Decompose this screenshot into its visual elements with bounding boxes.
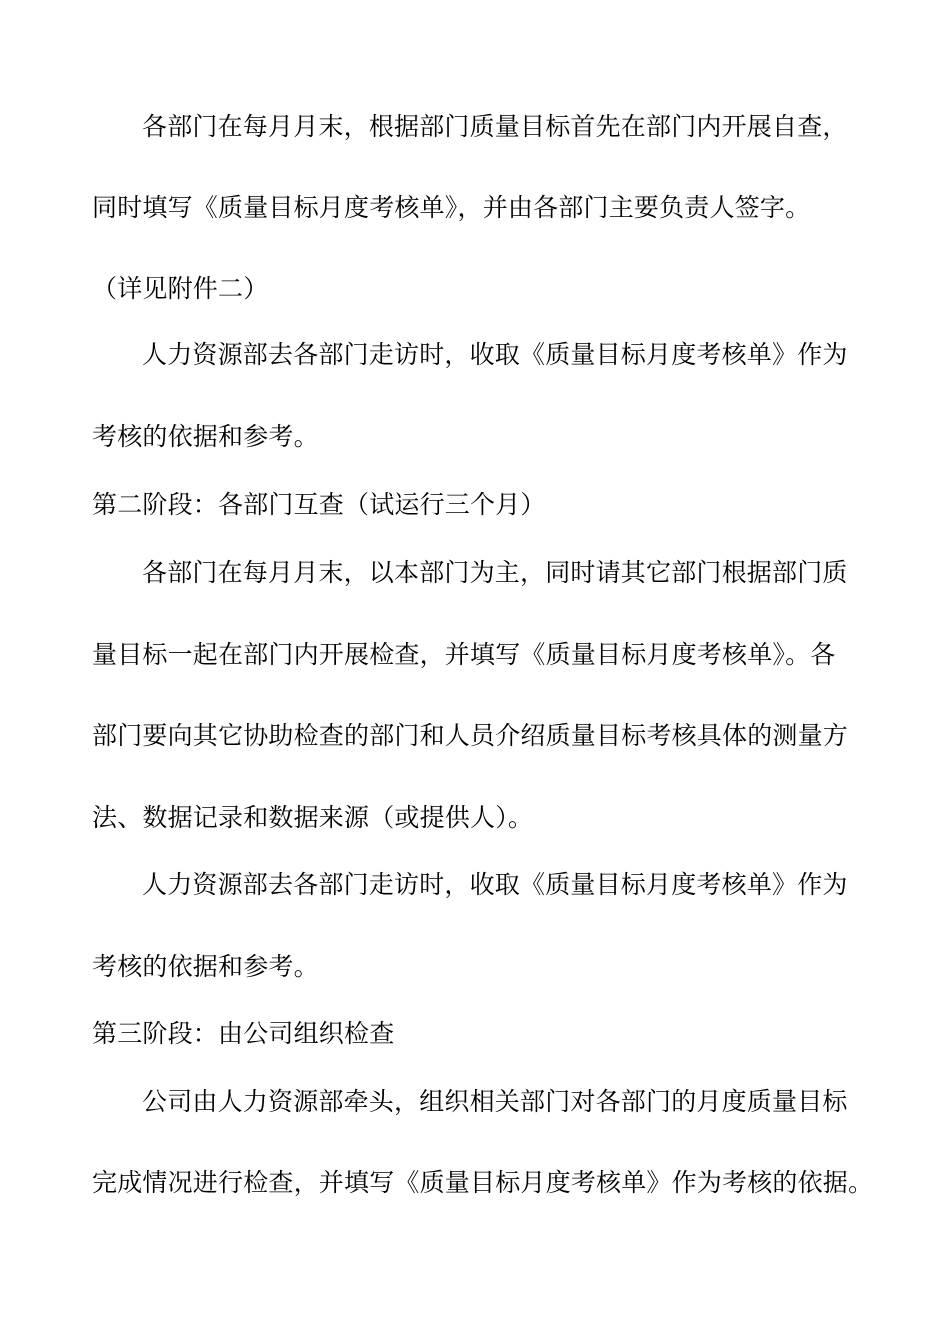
- paragraph-line: （详见附件二）: [92, 274, 269, 303]
- paragraph-line: 部门要向其它协助检查的部门和人员介绍质量目标考核具体的测量方: [92, 721, 849, 750]
- paragraph-line: 人力资源部去各部门走访时，收取《质量目标月度考核单》作为: [142, 340, 848, 369]
- paragraph-line: 完成情况进行检查，并填写《质量目标月度考核单》作为考核的依据。: [92, 1168, 874, 1197]
- paragraph-line: 法、数据记录和数据来源（或提供人）。: [92, 803, 534, 832]
- section-heading: 第三阶段：由公司组织检查: [92, 1019, 395, 1048]
- section-heading: 第二阶段：各部门互查（试运行三个月）: [92, 490, 546, 519]
- paragraph-line: 同时填写《质量目标月度考核单》，并由各部门主要负责人签字。: [92, 193, 811, 222]
- paragraph-line: 各部门在每月月末，以本部门为主，同时请其它部门根据部门质: [142, 558, 848, 587]
- paragraph-line: 公司由人力资源部牵头，组织相关部门对各部门的月度质量目标: [142, 1087, 848, 1116]
- paragraph-line: 人力资源部去各部门走访时，收取《质量目标月度考核单》作为: [142, 870, 848, 899]
- paragraph-line: 各部门在每月月末，根据部门质量目标首先在部门内开展自查，: [142, 112, 848, 141]
- paragraph-line: 量目标一起在部门内开展检查，并填写《质量目标月度考核单》。各: [92, 640, 836, 669]
- paragraph-line: 考核的依据和参考。: [92, 952, 319, 981]
- paragraph-line: 考核的依据和参考。: [92, 422, 319, 451]
